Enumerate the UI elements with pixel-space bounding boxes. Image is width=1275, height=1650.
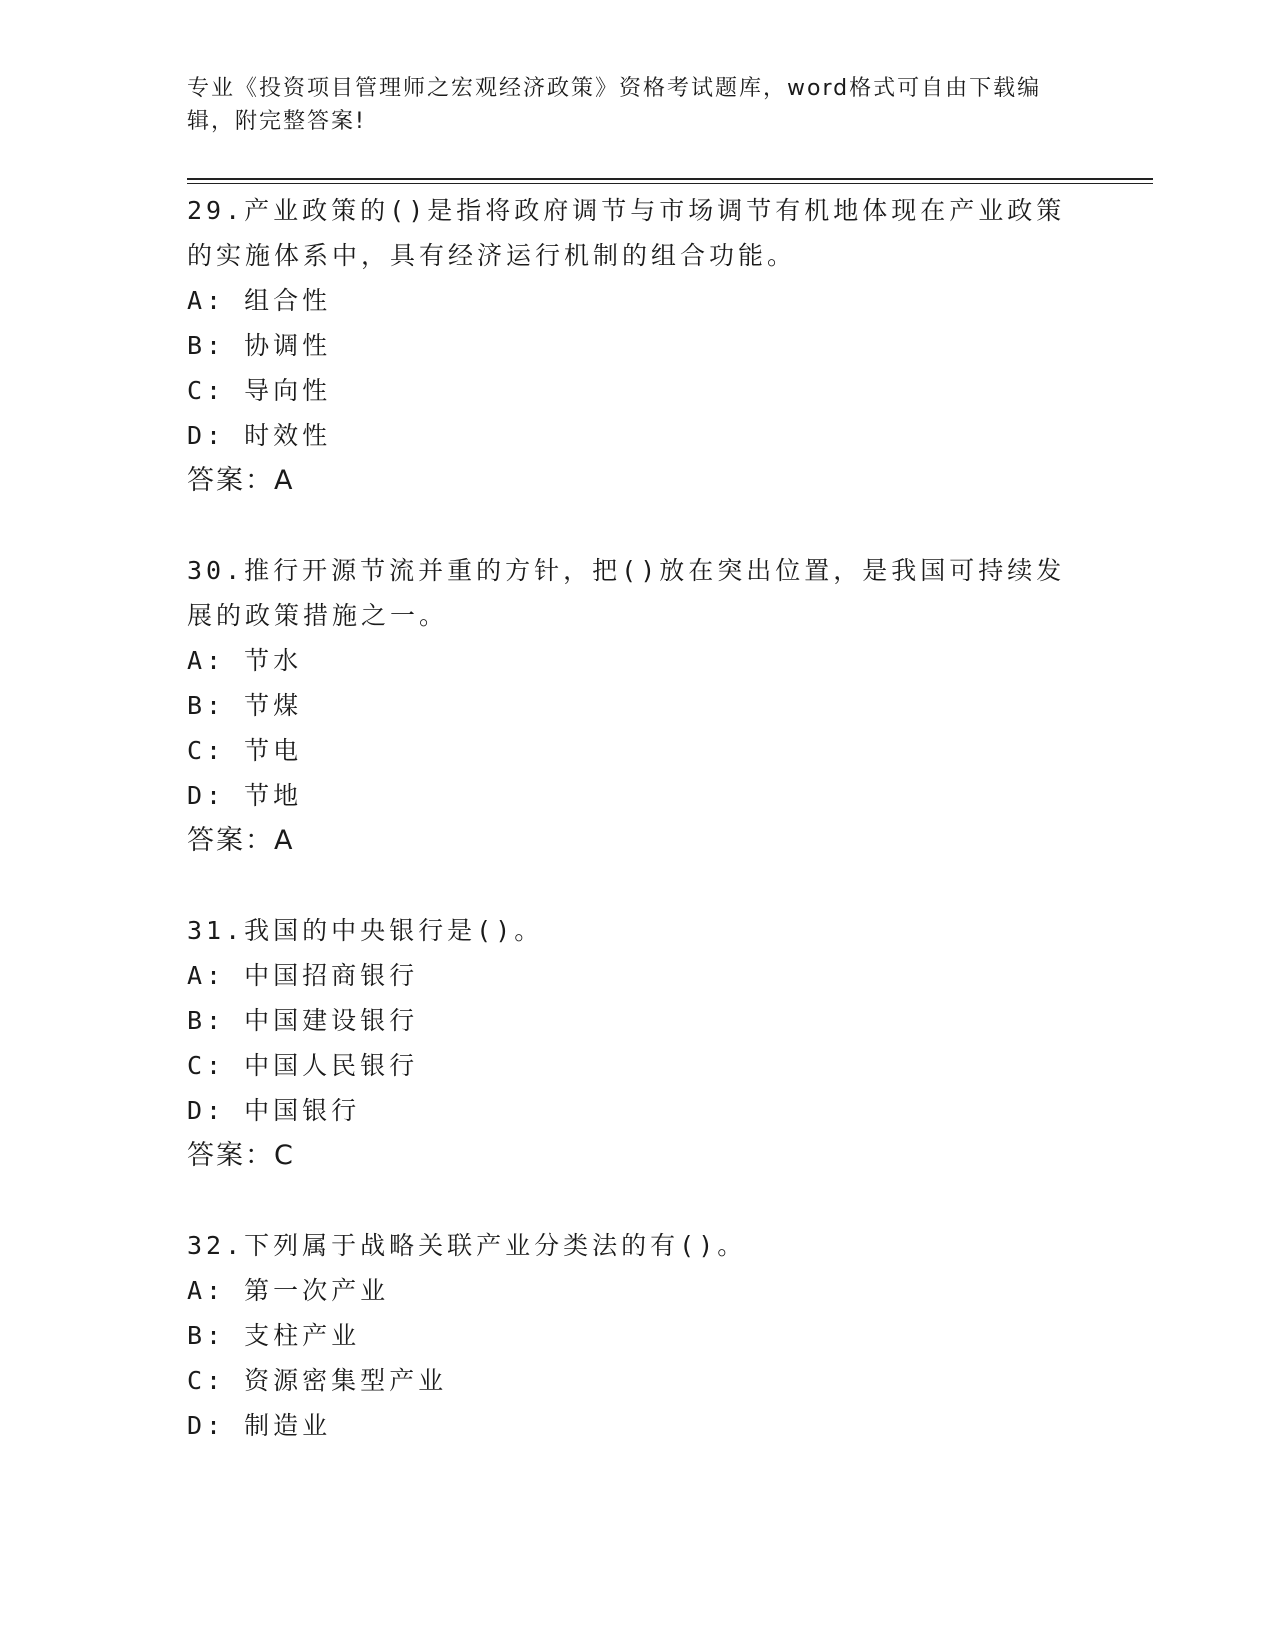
option-b: B: 节煤 [187, 691, 303, 720]
option-c: C: 资源密集型产业 [187, 1366, 448, 1395]
option-c: C: 中国人民银行 [187, 1051, 419, 1080]
option-d: D: 时效性 [187, 421, 332, 450]
option-d: D: 中国银行 [187, 1096, 361, 1125]
option-c: C: 节电 [187, 736, 303, 765]
header-divider-thick [187, 178, 1153, 180]
answer-label: 答案：A [187, 825, 295, 856]
document-header: 专业《投资项目管理师之宏观经济政策》资格考试题库，word格式可自由下载编辑，附完整答案! [187, 76, 1042, 134]
question-text: 31.我国的中央银行是()。 [187, 916, 544, 945]
question-spacer [187, 503, 1087, 548]
question-list [187, 188, 1087, 1448]
question-spacer [187, 863, 1087, 908]
question-text: 29.产业政策的()是指将政府调节与市场调节有机地体现在产业政策的实施体系中，具有经济运行机制的组合功能。 [187, 196, 1066, 270]
option-d: D: 节地 [187, 781, 303, 810]
option-c: C: 导向性 [187, 376, 332, 405]
option-b: B: 协调性 [187, 331, 332, 360]
option-b: B: 支柱产业 [187, 1321, 361, 1350]
question-text: 30.推行开源节流并重的方针，把()放在突出位置，是我国可持续发展的政策措施之一。 [187, 556, 1066, 630]
answer-label: 答案：A [187, 465, 295, 496]
option-a: A: 节水 [187, 646, 303, 675]
question-spacer [187, 1178, 1087, 1223]
header-divider-thin [187, 183, 1153, 184]
option-a: A: 中国招商银行 [187, 961, 419, 990]
question-block-31 [187, 908, 1087, 1223]
question-block-32 [187, 1223, 1087, 1448]
option-b: B: 中国建设银行 [187, 1006, 419, 1035]
question-text: 32.下列属于战略关联产业分类法的有()。 [187, 1231, 747, 1260]
answer-label: 答案：C [187, 1140, 295, 1171]
option-d: D: 制造业 [187, 1411, 332, 1440]
question-block-29 [187, 188, 1087, 548]
question-block-30 [187, 548, 1087, 908]
option-a: A: 第一次产业 [187, 1276, 390, 1305]
option-a: A: 组合性 [187, 286, 332, 315]
